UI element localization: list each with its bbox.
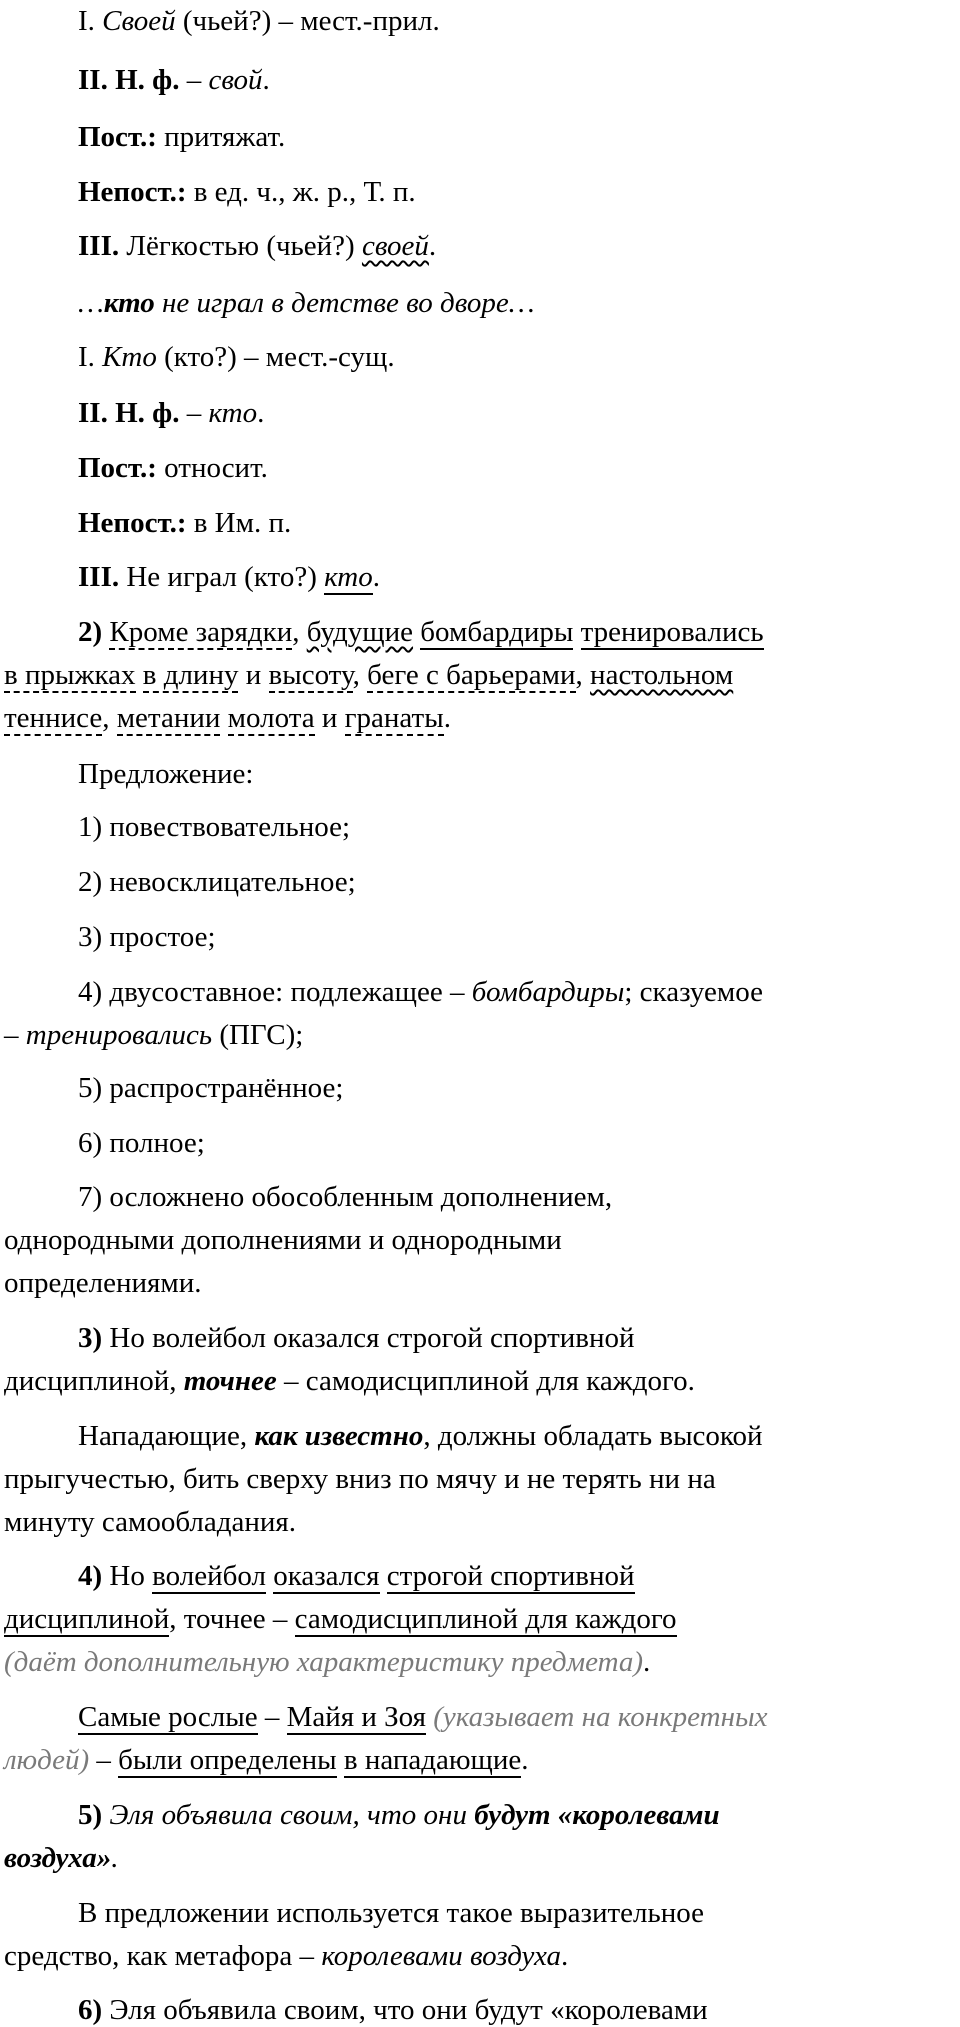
text-line bbox=[4, 1743, 528, 1777]
text-span: , должны обладать высокой bbox=[423, 1420, 763, 1452]
text-line bbox=[78, 975, 763, 1009]
text-span: . bbox=[428, 230, 437, 262]
text-span: Лёгкостью (чьей?) bbox=[119, 230, 362, 262]
text-span: прыгучестью, бить сверху вниз по мячу и не терять ни на bbox=[4, 1463, 716, 1495]
text-span: Предложение: bbox=[78, 758, 254, 790]
text-line bbox=[78, 810, 350, 844]
text-span: точнее bbox=[183, 1365, 277, 1397]
text-span: как известно bbox=[254, 1420, 424, 1452]
text-span bbox=[220, 702, 227, 734]
text-span: высоту bbox=[268, 659, 353, 691]
text-span: Своей bbox=[102, 5, 176, 37]
text-span: гранаты bbox=[344, 702, 444, 734]
text-span: 5) bbox=[78, 1799, 103, 1831]
text-line bbox=[78, 120, 285, 154]
text-span: кто bbox=[208, 397, 258, 429]
text-line bbox=[4, 1018, 303, 1052]
text-span: строгой спортивной bbox=[386, 1560, 635, 1592]
text-span: будут «королевами bbox=[474, 1799, 720, 1831]
text-span: ; сказуемое bbox=[624, 976, 763, 1008]
text-span: , точнее – bbox=[169, 1603, 295, 1635]
text-span: Но bbox=[102, 1560, 153, 1592]
text-span: Не играл (кто?) bbox=[119, 561, 325, 593]
text-line bbox=[78, 1896, 704, 1930]
text-span: дисциплиной bbox=[4, 1603, 170, 1635]
text-line bbox=[78, 1419, 763, 1453]
text-span: III. bbox=[78, 561, 120, 593]
text-line bbox=[4, 1462, 716, 1496]
text-line bbox=[78, 1700, 767, 1734]
text-span: (кто?) – мест.-сущ. bbox=[156, 341, 395, 373]
text-line bbox=[4, 1602, 677, 1636]
text-span: метании bbox=[116, 702, 221, 734]
text-span: самодисциплиной для каждого bbox=[294, 1603, 677, 1635]
text-span: в Им. п. bbox=[186, 507, 292, 539]
text-line bbox=[78, 396, 264, 430]
text-span: волейбол bbox=[152, 1560, 266, 1592]
text-line bbox=[78, 229, 436, 263]
text-line bbox=[4, 1645, 650, 1679]
text-span: притяжат. bbox=[156, 121, 286, 153]
text-span: Непост.: bbox=[78, 176, 187, 208]
text-span: 2) bbox=[78, 616, 103, 648]
text-span: (чьей?) – мест.-прил. bbox=[175, 5, 440, 37]
text-span: тренировались bbox=[25, 1019, 213, 1051]
text-span: . bbox=[372, 561, 381, 593]
text-span: – bbox=[179, 64, 209, 96]
text-span: теннисе bbox=[4, 702, 103, 734]
text-line bbox=[78, 865, 356, 899]
text-span: оказался bbox=[273, 1560, 380, 1592]
text-span: Пост.: bbox=[78, 121, 157, 153]
text-span: были определены bbox=[118, 1744, 337, 1776]
text-span: минуту самообладания. bbox=[4, 1506, 297, 1538]
text-line bbox=[78, 4, 440, 38]
text-span: 2) невосклицательное; bbox=[78, 866, 356, 898]
text-span: (ПГС); bbox=[212, 1019, 304, 1051]
text-line bbox=[78, 615, 764, 649]
text-line bbox=[78, 1993, 708, 2027]
text-span: . bbox=[443, 702, 451, 734]
text-line bbox=[4, 658, 733, 692]
text-line bbox=[78, 63, 270, 97]
text-span bbox=[337, 1744, 344, 1776]
text-line bbox=[4, 1505, 296, 1539]
text-line bbox=[78, 757, 253, 791]
text-line bbox=[78, 1321, 635, 1355]
text-line bbox=[78, 920, 216, 954]
text-span: в нападающие bbox=[343, 1744, 522, 1776]
text-line bbox=[78, 560, 380, 594]
text-line bbox=[78, 286, 535, 320]
text-span: , bbox=[102, 702, 117, 734]
text-span bbox=[573, 616, 580, 648]
text-span: Кто bbox=[102, 341, 157, 373]
text-span: . bbox=[521, 1744, 529, 1776]
text-span: Кроме зарядки bbox=[109, 616, 293, 648]
text-span: однородными дополнениями и однородными bbox=[4, 1224, 562, 1256]
text-span: людей) bbox=[4, 1744, 90, 1776]
text-span: относит. bbox=[156, 452, 268, 484]
text-span: II. Н. ф. bbox=[78, 397, 180, 429]
text-line bbox=[78, 506, 291, 540]
text-span: . bbox=[560, 1940, 569, 1972]
text-span: I. bbox=[78, 341, 103, 373]
text-span: Самые рослые bbox=[78, 1701, 258, 1733]
text-span: будущие bbox=[306, 616, 414, 648]
text-span: в ед. ч., ж. р., Т. п. bbox=[186, 176, 416, 208]
text-line bbox=[4, 1364, 695, 1398]
text-span: Эля объявила своим, что они будут «королевами bbox=[102, 1994, 708, 2026]
text-span: Эля объявила своим, что они bbox=[109, 1799, 475, 1831]
text-line bbox=[78, 1126, 205, 1160]
text-span: . bbox=[262, 64, 270, 96]
text-span: воздуха» bbox=[4, 1842, 112, 1874]
text-span: бомбардиры bbox=[420, 616, 574, 648]
text-span: , bbox=[292, 616, 307, 648]
text-span: Но волейбол оказался строгой спортивной bbox=[102, 1322, 635, 1354]
text-span: Пост.: bbox=[78, 452, 157, 484]
text-line bbox=[4, 1223, 562, 1257]
text-line bbox=[78, 1798, 720, 1832]
text-span: настольном bbox=[590, 659, 734, 691]
text-span: Непост.: bbox=[78, 507, 187, 539]
text-line bbox=[78, 1180, 612, 1214]
text-span: . bbox=[111, 1842, 119, 1874]
text-span: Нападающие, bbox=[78, 1420, 255, 1452]
text-span: в прыжках bbox=[4, 659, 136, 691]
text-line bbox=[4, 1266, 201, 1300]
text-span: кто bbox=[324, 561, 373, 593]
text-span: 5) распространённое; bbox=[78, 1072, 344, 1104]
text-span: … bbox=[78, 287, 104, 319]
text-span: средство, как метафора – bbox=[4, 1940, 322, 1972]
text-span: (указывает на конкретных bbox=[433, 1701, 768, 1733]
text-span: 7) осложнено обособленным дополнением, bbox=[78, 1181, 613, 1213]
text-line bbox=[78, 175, 416, 209]
text-span: 4) двусоставное: подлежащее – bbox=[78, 976, 472, 1008]
text-span: – bbox=[179, 397, 209, 429]
text-span: . bbox=[257, 397, 265, 429]
text-line bbox=[4, 701, 451, 735]
text-line bbox=[78, 1559, 635, 1593]
text-line bbox=[78, 340, 395, 374]
text-span: своей bbox=[361, 230, 429, 262]
text-span: бомбардиры bbox=[471, 976, 625, 1008]
text-span: I. bbox=[78, 5, 103, 37]
text-span: , bbox=[352, 659, 368, 691]
text-span: – самодисциплиной для каждого. bbox=[276, 1365, 695, 1397]
text-span bbox=[380, 1560, 387, 1592]
text-line bbox=[4, 1939, 568, 1973]
text-span: Майя и Зоя bbox=[286, 1701, 426, 1733]
text-span: . bbox=[643, 1646, 651, 1678]
text-span: и bbox=[238, 659, 269, 691]
text-line bbox=[78, 451, 268, 485]
text-span: – bbox=[89, 1744, 119, 1776]
text-span: – bbox=[4, 1019, 26, 1051]
text-span: молота bbox=[227, 702, 315, 734]
text-span: кто bbox=[103, 287, 155, 319]
text-span: дисциплиной, bbox=[4, 1365, 184, 1397]
text-span: 6) полное; bbox=[78, 1127, 205, 1159]
text-span: не играл в детстве во дворе… bbox=[154, 287, 535, 319]
text-span: В предложении используется такое выразительное bbox=[78, 1897, 704, 1929]
text-span: свой bbox=[208, 64, 263, 96]
text-span: 6) bbox=[78, 1994, 103, 2026]
text-span: беге с барьерами bbox=[367, 659, 576, 691]
text-span: (даёт дополнительную характеристику предмета) bbox=[4, 1646, 644, 1678]
text-span: II. Н. ф. bbox=[78, 64, 180, 96]
text-span: 4) bbox=[78, 1560, 103, 1592]
text-span: 3) bbox=[78, 1322, 103, 1354]
text-span: III. bbox=[78, 230, 120, 262]
text-line bbox=[78, 1071, 343, 1105]
text-span: тренировались bbox=[580, 616, 764, 648]
text-span: и bbox=[314, 702, 345, 734]
text-span: определениями. bbox=[4, 1267, 202, 1299]
text-line bbox=[4, 1841, 119, 1875]
text-span: , bbox=[575, 659, 591, 691]
text-span: 1) повествовательное; bbox=[78, 811, 351, 843]
text-span: королевами воздуха bbox=[321, 1940, 561, 1972]
text-span bbox=[136, 659, 143, 691]
text-span: в длину bbox=[142, 659, 239, 691]
text-span: – bbox=[257, 1701, 287, 1733]
text-span: 3) простое; bbox=[78, 921, 216, 953]
